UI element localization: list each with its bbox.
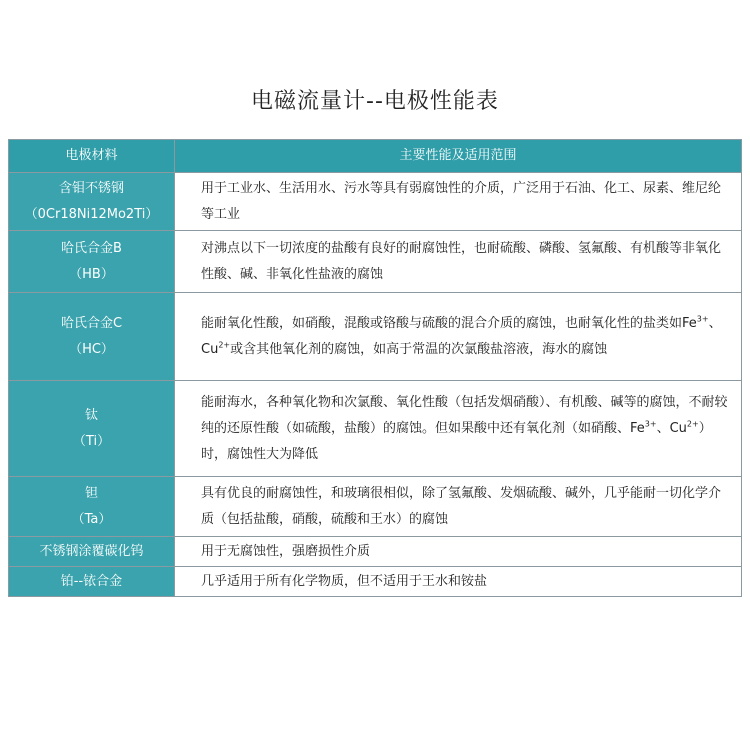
performance-cell (175, 293, 742, 381)
table-header-row (9, 140, 742, 173)
performance-text: ）时，腐蚀性大为降低 (201, 420, 712, 462)
material-cell (9, 173, 175, 231)
material-name: 哈氏合金B (61, 240, 122, 256)
performance-text: 或含其他氧化剂的腐蚀，如高于常温的次氯酸盐溶液，海水的腐蚀 (230, 341, 608, 357)
header-performance: 主要性能及适用范围 (175, 140, 742, 173)
material-name: 不锈钢涂覆碳化钨 (39, 543, 144, 559)
material-code: （HC） (69, 341, 114, 357)
ion-charge: 2+ (218, 340, 231, 350)
performance-text: 、Cu (201, 315, 722, 357)
material-name: 钛 (84, 407, 98, 423)
table-row (9, 381, 742, 477)
performance-text: 能耐海水，各种氧化物和次氯酸、氧化性酸（包括发烟硝酸）、有机酸、碱等的腐蚀，不耐较纯的还原性酸（如硫酸，盐酸）的腐蚀。但如果酸中还有氧化剂（如硝酸、Fe (201, 394, 728, 436)
table-row (9, 293, 742, 381)
material-cell (9, 231, 175, 293)
material-name: 哈氏合金C (60, 315, 123, 331)
page-title: 电磁流量计--电极性能表 (251, 89, 499, 114)
material-code: （HB） (69, 266, 114, 282)
material-cell (9, 477, 175, 537)
performance-cell (175, 381, 742, 477)
electrode-performance-table (8, 139, 742, 597)
ion-charge: 3+ (696, 314, 709, 324)
performance-text: 、Cu (656, 420, 687, 436)
header-material: 电极材料 (9, 140, 175, 173)
material-code: （Ti） (72, 433, 111, 449)
performance-cell: 几乎适用于所有化学物质，但不适用于王水和铵盐 (175, 567, 742, 597)
material-name: 铂--铱合金 (60, 573, 123, 589)
table-row (9, 477, 742, 537)
material-code: （0Cr18Ni12Mo2Ti） (24, 206, 159, 222)
material-cell (9, 381, 175, 477)
performance-text: 能耐氧化性酸，如硝酸，混酸或铬酸与硫酸的混合介质的腐蚀，也耐氧化性的盐类如Fe (201, 315, 697, 331)
ion-charge: 3+ (644, 419, 657, 429)
performance-cell: 用于工业水、生活用水、污水等具有弱腐蚀性的介质，广泛用于石油、化工、尿素、维尼纶等工业 (175, 173, 742, 231)
table-row (9, 567, 742, 597)
material-name: 钽 (84, 485, 98, 501)
material-name: 含钼不锈钢 (58, 180, 124, 196)
performance-cell: 具有优良的耐腐蚀性，和玻璃很相似，除了氢氟酸、发烟硫酸、碱外，几乎能耐一切化学介质（包括盐酸，硝酸，硫酸和王水）的腐蚀 (175, 477, 742, 537)
table-row (9, 231, 742, 293)
performance-cell: 对沸点以下一切浓度的盐酸有良好的耐腐蚀性，也耐硫酸、磷酸、氢氟酸、有机酸等非氧化性酸、碱、非氧化性盐液的腐蚀 (175, 231, 742, 293)
performance-cell: 用于无腐蚀性，强磨损性介质 (175, 537, 742, 567)
table-row (9, 537, 742, 567)
material-cell (9, 567, 175, 597)
material-cell (9, 293, 175, 381)
table-row (9, 173, 742, 231)
ion-charge: 2+ (686, 419, 699, 429)
material-code: （Ta） (71, 511, 112, 527)
material-cell (9, 537, 175, 567)
